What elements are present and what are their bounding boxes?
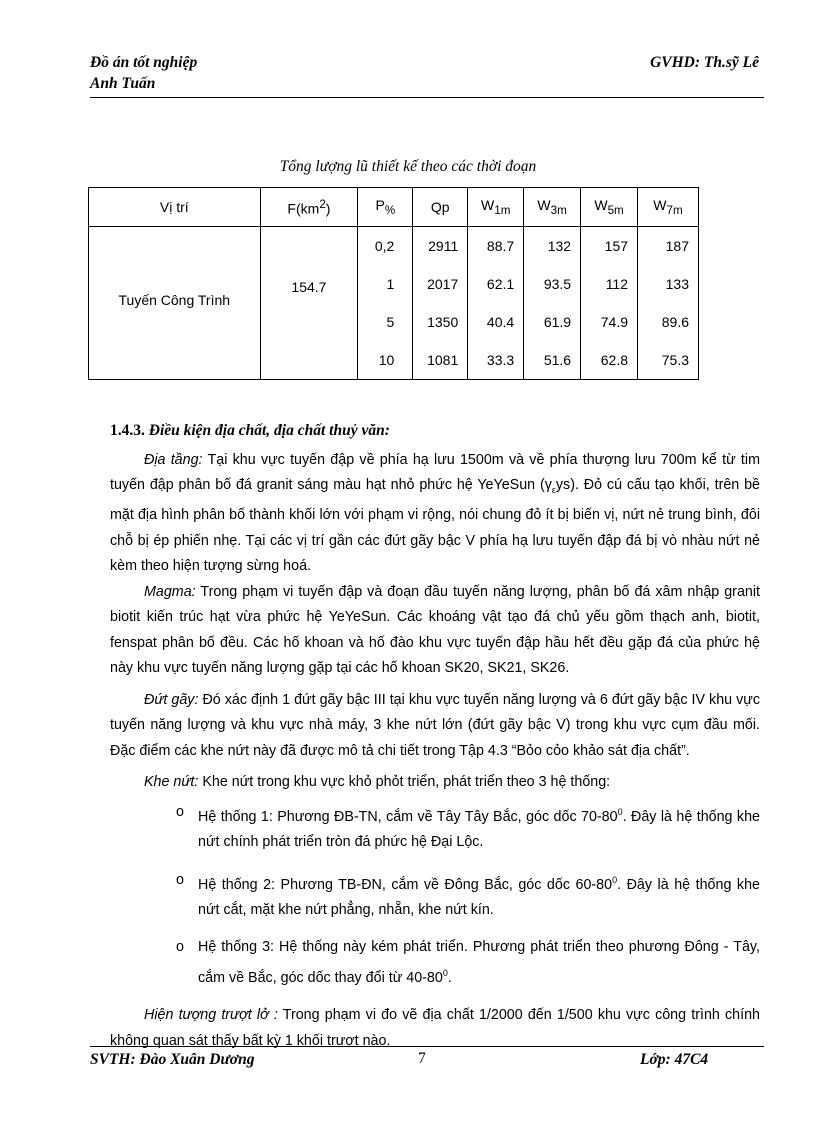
paragraph-khe-nut: Khe nứt: Khe nứt trong khu vực khỏ phỏt triển, phát triển theo 3 hệ thống: [144,774,611,791]
table-cell: 1081 [427,352,459,368]
table-cell: 89.6 [661,314,689,330]
table-cell: 88.7 [486,238,515,254]
table-cell: 5 [386,314,395,330]
cell-p-column [358,227,413,380]
body-content [110,418,760,1054]
header-rule [90,97,764,98]
table-cell: 187 [665,238,689,254]
col-header-w1m: $W_{1m}$ [468,188,524,227]
section-heading: 1.4.3. Điều kiện địa chất, địa chất thuỷ văn: [110,422,390,439]
table-cell: 40.4 [486,314,515,330]
table-cell: 1 [386,276,395,292]
cell-w5m-column [581,227,638,380]
col-header-probability: $P_{\%}$ [358,188,413,227]
cell-location: Tuyến Công Trình [89,227,261,380]
term-khe-nut: Khe nứt: [144,774,199,791]
table-cell: 62.8 [600,352,629,368]
table-cell: 133 [665,276,689,292]
paragraph-dia-tang: Địa tầng: Tại khu vực tuyến đập về phía hạ lưu 1500m và về phía thượng lưu 700m kể từ tim tuyến đập phân bố đá granit sáng màu hạt nhỏ phức hệ YeYeSun $(\gamma_\varepsilon ys)$. Đỏ cú cấu tạo khối, trên bề mặt địa hình phân bố thành khối lớn với phạm vi rộng, nói chung đỏ ít bị biến vị, nứt nẻ trung bình, đôi chỗ bị ép phiến nhẹ. Tại các vị trí gần các đứt gãy bậc V phía hạ lưu tuyến đập đá bị vò nhàu nứt nẻ kèm theo hiện tượng sừng hoá. [110,451,760,575]
table-cell: 75.3 [661,352,689,368]
header-document-title: Đồ án tốt nghiệp [90,54,198,71]
col-header-area: $F(km^2)$ [260,188,358,227]
paragraph-magma: Magma: Trong phạm vi tuyến đập và đoạn đầu tuyến năng lượng, phân bố đá xâm nhập granit biotit kiến trúc hạt vừa phức hệ YeYeSun. Các khoáng vật tạo đá chủ yếu gồm thạch anh, biotit, fenspat phân bố đều. Các hố khoan và hố đào khu vực tuyến đập hầu hết đều gặp đá của phức hệ này khu vực tuyến năng lượng gặp tại các hố khoan SK20, SK21, SK26. [110,583,760,677]
table-cell: 61.9 [543,314,572,330]
bullet-marker: o [176,803,184,820]
bullet-system-2: o Hệ thống 2: Phương TB-ĐN, cắm về Đông Bắc, góc dốc $60-80^0$. Đây là hệ thống khe nứt cắt, mặt khe nứt phẳng, nhẵn, khe nứt kín. [110,868,760,924]
table-cell: 0,2 [374,238,395,254]
footer-rule [90,1046,764,1047]
table-cell: 1350 [427,314,459,330]
cell-w3m-column [524,227,581,380]
paragraph-truot-lo: Hiện tượng trượt lở : Trong phạm vi đo vẽ địa chất 1/2000 đến 1/500 khu vực công trình chính không quan sát thấy bất kỳ 1 khối trượt nào. [110,1007,760,1049]
bullet-marker: o [176,939,184,956]
term-dut-gay: Đứt gãy: [144,691,199,708]
cell-qp-column [413,227,468,380]
table-body [89,227,699,380]
col-header-w5m: $W_{5m}$ [581,188,638,227]
table-cell: 74.9 [600,314,629,330]
flood-volume-table [88,187,699,380]
bullet-system-3: o Hệ thống 3: Hệ thống này kém phát triển. Phương phát triển theo phương Đông - Tây, cắm về Bắc, góc dốc thay đổi từ $40-80^0$. [110,935,760,991]
table-cell: 112 [605,276,629,292]
table-cell: 33.3 [486,352,515,368]
table-cell: 93.5 [543,276,572,292]
term-dia-tang: Địa tầng: [144,451,203,468]
table-caption: Tổng lượng lũ thiết kế theo các thời đoạn [279,158,537,175]
footer-student: SVTH: Đào Xuân Dương [90,1051,255,1068]
table-cell: 157 [604,238,629,254]
table-cell: 10 [378,352,395,368]
col-header-qp: Qp [413,188,468,227]
table-header-row [89,188,699,227]
table-cell: 2911 [428,238,459,254]
cell-w1m-column [468,227,524,380]
table-cell: 2017 [427,276,459,292]
cell-w7m-column [638,227,699,380]
paragraph-dut-gay: Đứt gãy: Đó xác định 1 đứt gãy bậc III tại khu vực tuyến năng lượng và 6 đứt gãy bậc IV khu vực tuyến năng lượng và khu vực nhà máy, 3 khe nứt lớn (đứt gãy bậc V) trong khu vực cụm đầu mối. Đặc điểm các khe nứt này đã được mô tả chi tiết trong Tập 4.3 “Bỏo cỏo khảo sát địa chất”. [110,691,760,759]
page-number: 7 [418,1050,426,1067]
header-supervisor: GVHD: Th.sỹ Lê [650,54,759,71]
col-header-w3m: $W_{3m}$ [524,188,581,227]
header-author: Anh Tuấn [90,75,156,92]
table-cell: 132 [547,238,572,254]
col-header-w7m: $W_{7m}$ [638,188,699,227]
table-cell: 51.6 [543,352,572,368]
bullet-system-1: o Hệ thống 1: Phương ĐB-TN, cắm về Tây Tây Bắc, góc dốc $70-80^0$. Đây là hệ thống khe nứt chính phát triển tròn đá phức hệ Đại Lộc. [110,800,760,856]
term-truot-lo: Hiện tượng trượt lở : [144,1007,278,1024]
col-header-location: Vị trí [89,188,261,227]
term-magma: Magma: [144,583,196,600]
table-cell: 62.1 [486,276,515,292]
footer-class: Lớp: 47C4 [640,1051,709,1068]
bullet-marker: o [176,871,184,888]
cell-area: 154.7 [260,227,358,380]
